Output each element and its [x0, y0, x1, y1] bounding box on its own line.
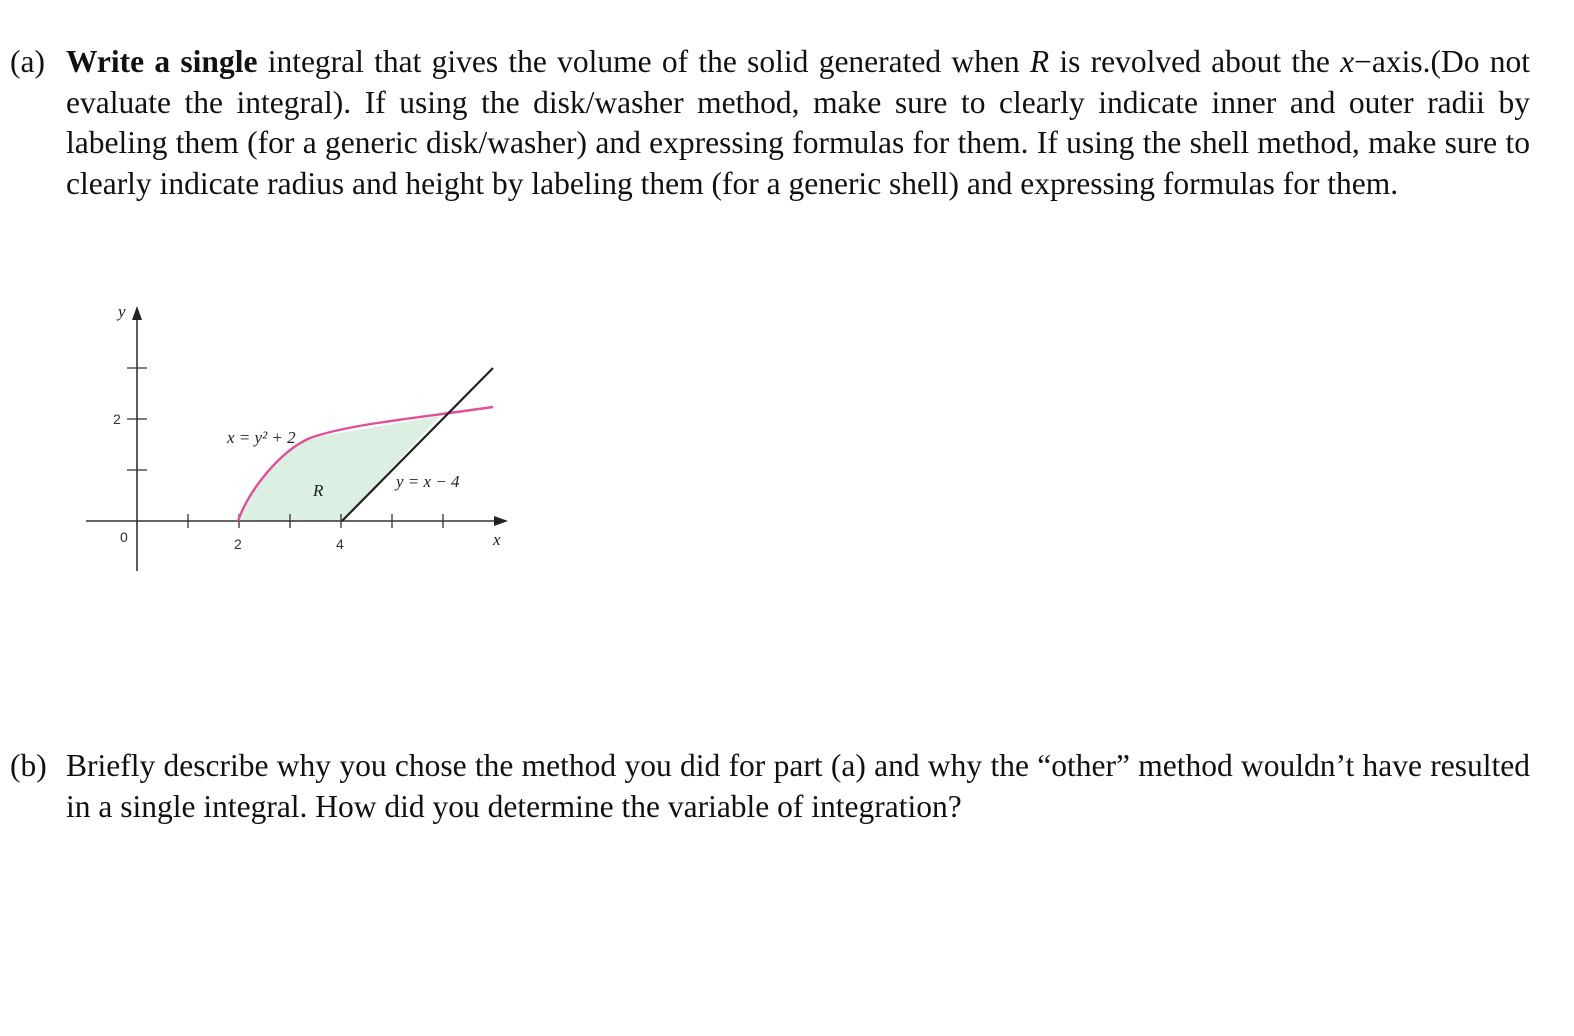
part-b-label: (b) — [10, 748, 47, 783]
part-a-text — [66, 42, 1530, 204]
x-tick-label-2: 2 — [234, 536, 242, 552]
part-a-text-2: is revolved about the — [1049, 44, 1341, 79]
y-tick-label-2: 2 — [113, 411, 121, 427]
part-a-text-1: integral that gives the volume of the solid generated when — [257, 44, 1030, 79]
part-b-text: Briefly describe why you chose the method you did for part (a) and why the “other” method wouldn’t have resulted in a single integral. How did you determine the variable of integration? — [66, 748, 1530, 824]
x-axis-arrow — [494, 516, 508, 526]
line-label: y = x − 4 — [396, 472, 460, 491]
part-a-emphasis: Write a single — [66, 44, 258, 79]
y-axis-label: y — [118, 302, 126, 321]
part-a-label: (a) — [10, 44, 45, 79]
y-axis-arrow — [132, 306, 142, 320]
x-axis-label: x — [493, 530, 501, 549]
x-tick-label-4: 4 — [336, 536, 344, 552]
axis-variable: x — [1340, 44, 1355, 79]
region-variable: R — [1029, 44, 1050, 79]
origin-label: 0 — [120, 529, 128, 545]
problem-part-b — [10, 746, 1530, 827]
problem-part-a — [10, 42, 1530, 204]
curve-label: x = y² + 2 — [227, 428, 296, 447]
region-label: R — [313, 481, 324, 500]
region-figure — [80, 296, 520, 581]
part-a-text-3: −axis.(Do not evaluate the integral). If using the disk/washer method, make sure to clearly indicate inner and outer radii by labeling them (for a generic disk/washer) and expressing formulas for them. If using the shell method, make sure to clearly indicate radius and height by labeling them (for a generic shell) and expressing formulas for them. — [66, 44, 1530, 201]
